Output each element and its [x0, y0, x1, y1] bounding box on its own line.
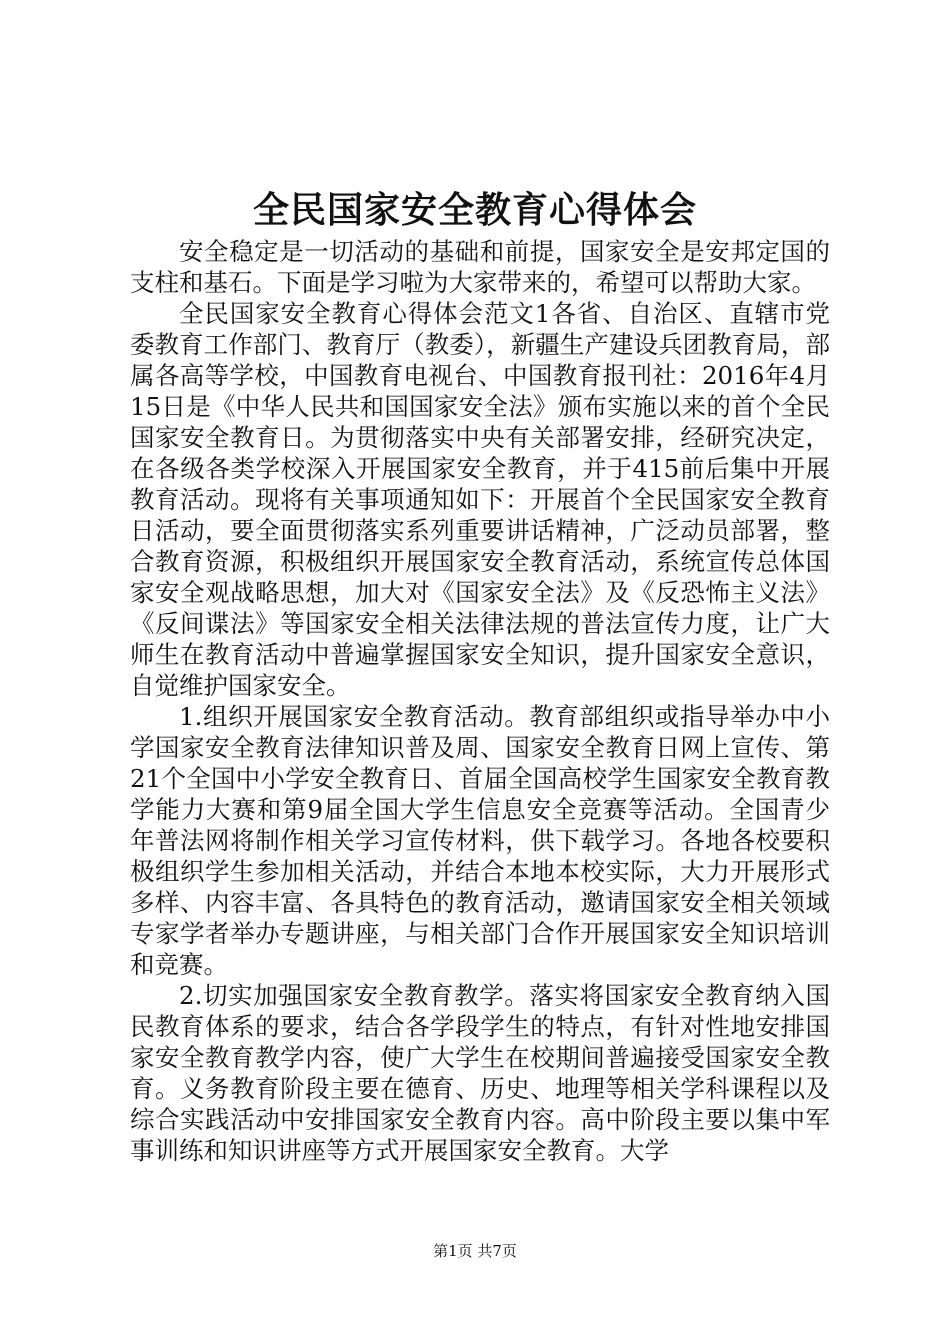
paragraph-item-1: 1.组织开展国家安全教育活动。教育部组织或指导举办中小学国家安全教育法律知识普及周、国家安全教育日网上宣传、第21个全国中小学安全教育日、首届全国高校学生国家安全教育教学能力大赛和第9届全国大学生信息安全竞赛等活动。全国青少年普法网将制作相关学习宣传材料，供下载学习。各地各校要积极组织学生参加相关活动，并结合本地本校实际，大力开展形式多样、内容丰富、各具特色的教育活动，邀请国家安全相关领域专家学者举办专题讲座，与相关部门合作开展国家安全知识培训和竞赛。: [130, 702, 830, 979]
paragraph-intro: 安全稳定是一切活动的基础和前提，国家安全是安邦定国的支柱和基石。下面是学习啦为大家带来的，希望可以帮助大家。: [130, 237, 830, 297]
page-footer: 第1页 共7页: [433, 1242, 517, 1260]
document-body: [130, 236, 830, 1166]
paragraph-item-2: 2.切实加强国家安全教育教学。落实将国家安全教育纳入国民教育体系的要求，结合各学段学生的特点，有针对性地安排国家安全教育教学内容，使广大学生在校期间普遍接受国家安全教育。义务教育阶段主要在德育、历史、地理等相关学科课程以及综合实践活动中安排国家安全教育内容。高中阶段主要以集中军事训练和知识讲座等方式开展国家安全教育。大学: [130, 981, 830, 1165]
document-title: 全民国家安全教育心得体会: [252, 189, 697, 231]
paragraph-notice: 全民国家安全教育心得体会范文1各省、自治区、直辖市党委教育工作部门、教育厅（教委），新疆生产建设兵团教育局，部属各高等学校，中国教育电视台、中国教育报刊社：2016年4月15日是《中华人民共和国国家安全法》颁布实施以来的首个全民国家安全教育日。为贯彻落实中央有关部署安排，经研究决定，在各级各类学校深入开展国家安全教育，并于415前后集中开展教育活动。现将有关事项通知如下：开展首个全民国家安全教育日活动，要全面贯彻落实系列重要讲话精神，广泛动员部署，整合教育资源，积极组织开展国家安全教育活动，系统宣传总体国家安全观战略思想，加大对《国家安全法》及《反恐怖主义法》《反间谍法》等国家安全相关法律法规的普法宣传力度，让广大师生在教育活动中普遍掌握国家安全知识，提升国家安全意识，自觉维护国家安全。: [130, 299, 830, 700]
